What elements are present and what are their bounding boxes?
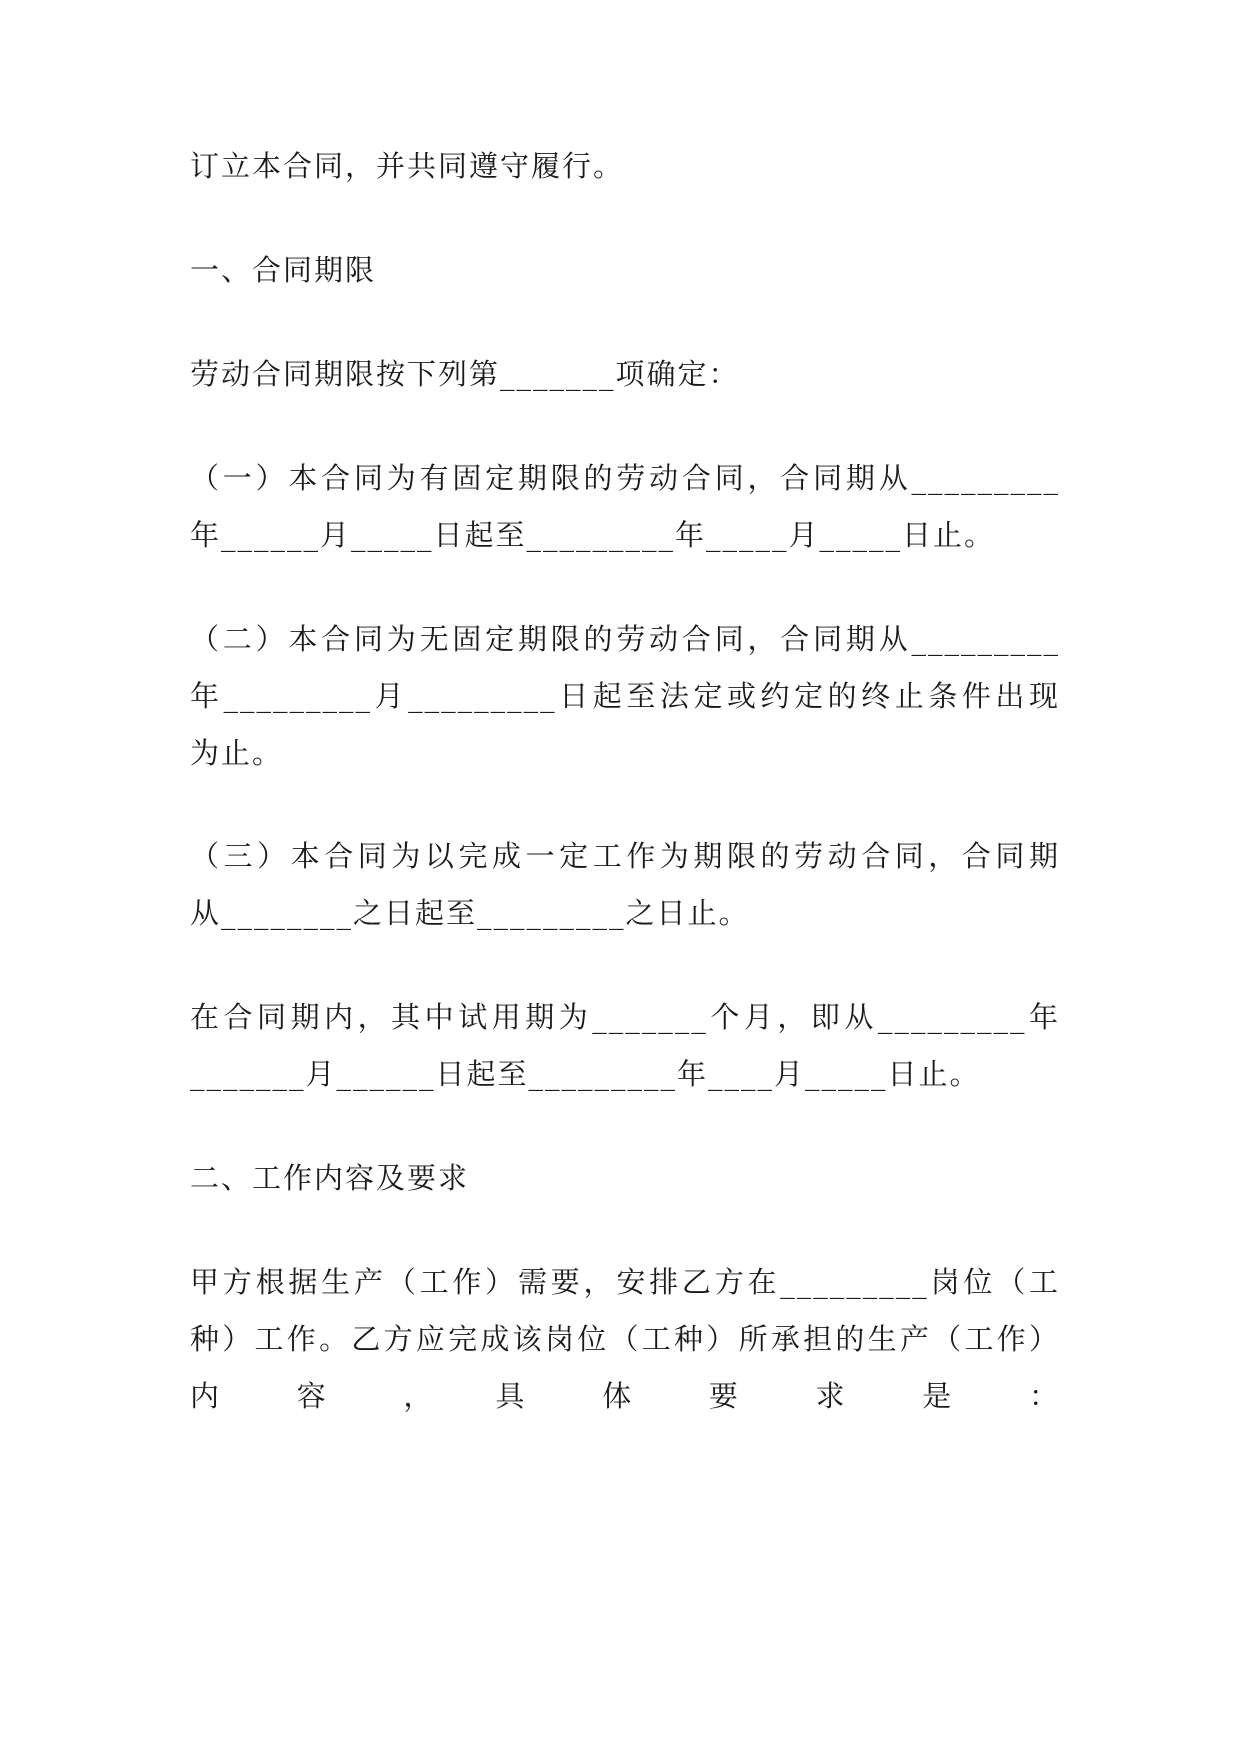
text-line: 从________之日起至_________之日止。 (190, 896, 750, 930)
text-line: 年______月_____日起至_________年_____月_____日止。 (190, 518, 996, 552)
text-line: （三）本合同为以完成一定工作为期限的劳动合同，合同期 (190, 839, 1060, 873)
text-line: _______月______日起至_________年____月_____日止。 (190, 1057, 981, 1091)
text-line: 为止。 (190, 736, 284, 770)
text-line: 订立本合同，并共同遵守履行。 (190, 149, 625, 183)
section-heading: 二、工作内容及要求 (190, 1161, 470, 1195)
text-line: （一）本合同为有固定期限的劳动合同，合同期从_________ (190, 461, 1060, 495)
section-heading: 一、合同期限 (190, 253, 377, 287)
text-line: 甲方根据生产（工作）需要，安排乙方在_________岗位（工 (190, 1265, 1060, 1299)
text-line: 年_________月_________日起至法定或约定的终止条件出现 (190, 679, 1060, 713)
text-line: 内 容 ， 具 体 要 求 是 ： (190, 1379, 1060, 1413)
text-line: 在合同期内，其中试用期为_______个月，即从_________年 (190, 1000, 1060, 1034)
text-line: 劳动合同期限按下列第_______项确定： (190, 357, 740, 391)
text-line: 种）工作。乙方应完成该岗位（工种）所承担的生产（工作） (190, 1322, 1060, 1356)
text-line: （二）本合同为无固定期限的劳动合同，合同期从_________ (190, 622, 1060, 656)
